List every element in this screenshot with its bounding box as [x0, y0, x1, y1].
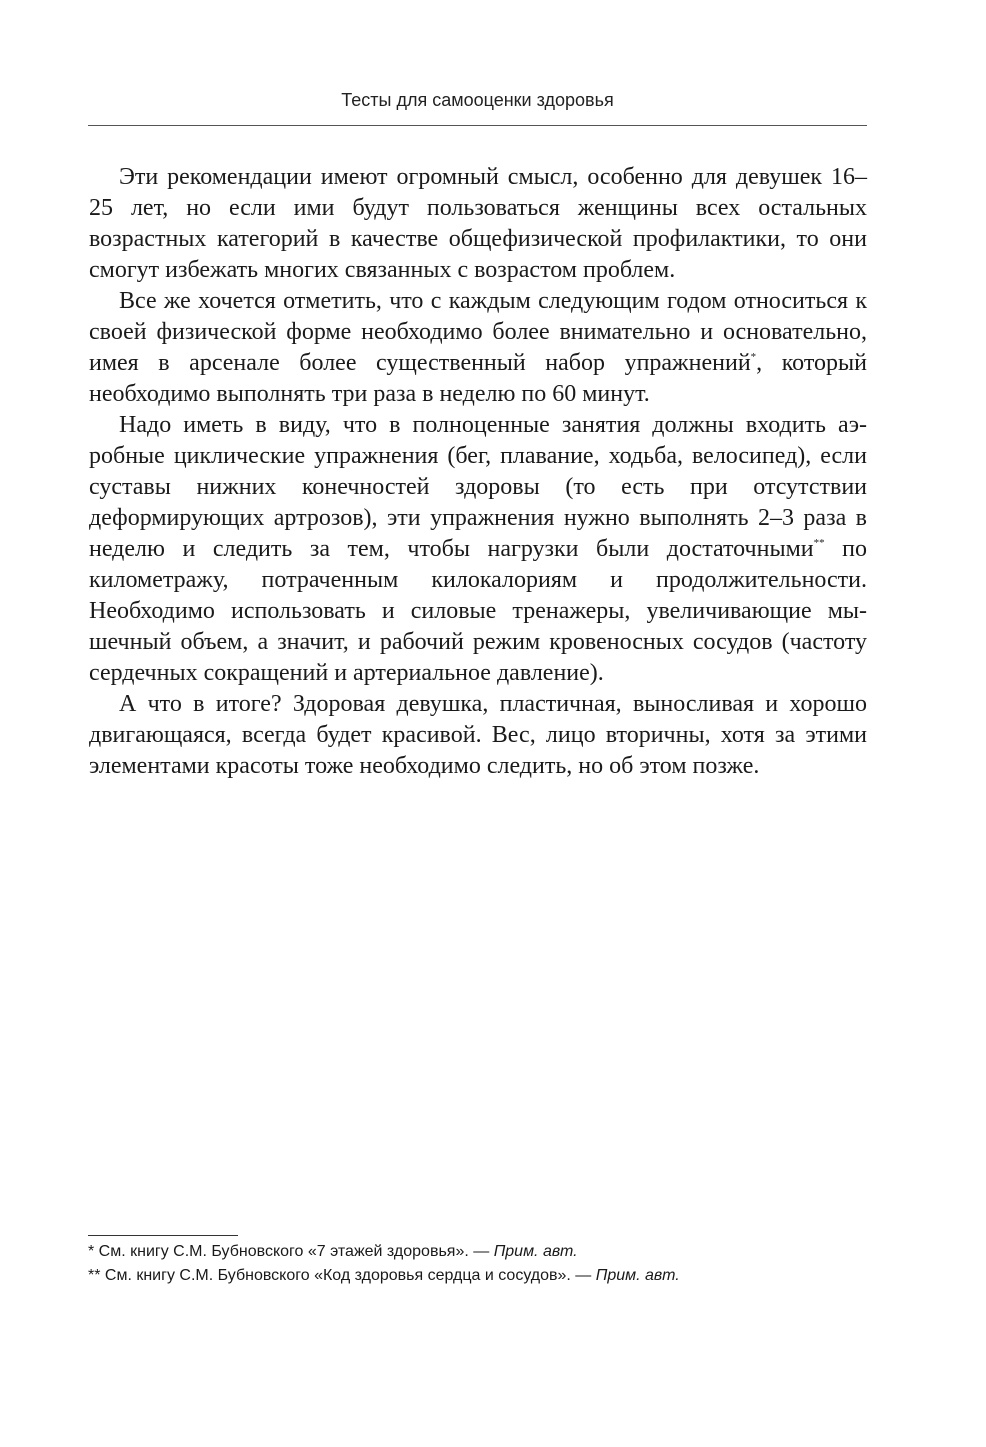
paragraph-3-text-end: по километражу, потраченным килокалориям и продолжительности. Необходимо использовать и силовые тренажеры, увеличивающие мышечный объем, а значит, и рабочий режим кровеносных сосудов (частоту сердечных сокращений и артериальное давление). — [89, 536, 868, 686]
main-text — [89, 162, 867, 782]
footnote-divider — [88, 1235, 238, 1236]
footnote-marker-1: * — [750, 351, 757, 363]
footnote-1-text: * См. книгу С.М. Бубновского «7 этажей здоровья». — — [88, 1243, 494, 1260]
paragraph-2-text: Все же хочется отметить, что с каждым следующим годом относиться к своей физической форме необходимо более внимательно и основательно, имея в арсенале более существенный набор упражнений — [89, 288, 867, 376]
footnote-2-text: ** См. книгу С.М. Бубновского «Код здоровья сердца и сосудов». — — [88, 1267, 596, 1284]
paragraph-3 — [89, 410, 867, 689]
paragraph-2 — [89, 286, 867, 410]
paragraph-4: А что в итоге? Здоровая девушка, пластичная, выносливая и хорошо двигающаяся, всегда будет красивой. Вес, лицо вторичны, хотя за этими элементами красоты тоже необходимо следить, но об этом позже. — [89, 691, 867, 779]
header-divider — [88, 125, 867, 126]
paragraph-3-text: Надо иметь в виду, что в полноценные занятия должны входить аэробные циклические упражнения (бег, плавание, ходьба, велосипед), если суставы нижних конечностей здоровы (то есть при отсутствии деформирующих артрозов), эти упражнения нужно выполнять 2–3 раза в неделю и следить за тем, чтобы нагрузки были достаточными — [89, 412, 867, 562]
paragraph-2-text-end: , который необходимо выполнять три раза в неделю по 60 минут. — [89, 350, 867, 407]
footnote-2 — [88, 1264, 867, 1288]
paragraph-1: Эти рекомендации имеют огромный смысл, особенно для девушек 16–25 лет, но если ими будут пользоваться женщины всех остальных возрастных категорий в качестве общефизической профилактики, то они смогут избежать многих связанных с возрастом проблем. — [89, 164, 867, 283]
running-head: Тесты для самооценки здоровья — [341, 90, 614, 110]
footnote-marker-2: ** — [813, 537, 825, 549]
footnote-2-note: Прим. авт. — [595, 1267, 680, 1284]
footnotes — [88, 1240, 867, 1288]
footnote-1 — [88, 1240, 867, 1264]
footnote-1-note: Прим. авт. — [493, 1243, 578, 1260]
